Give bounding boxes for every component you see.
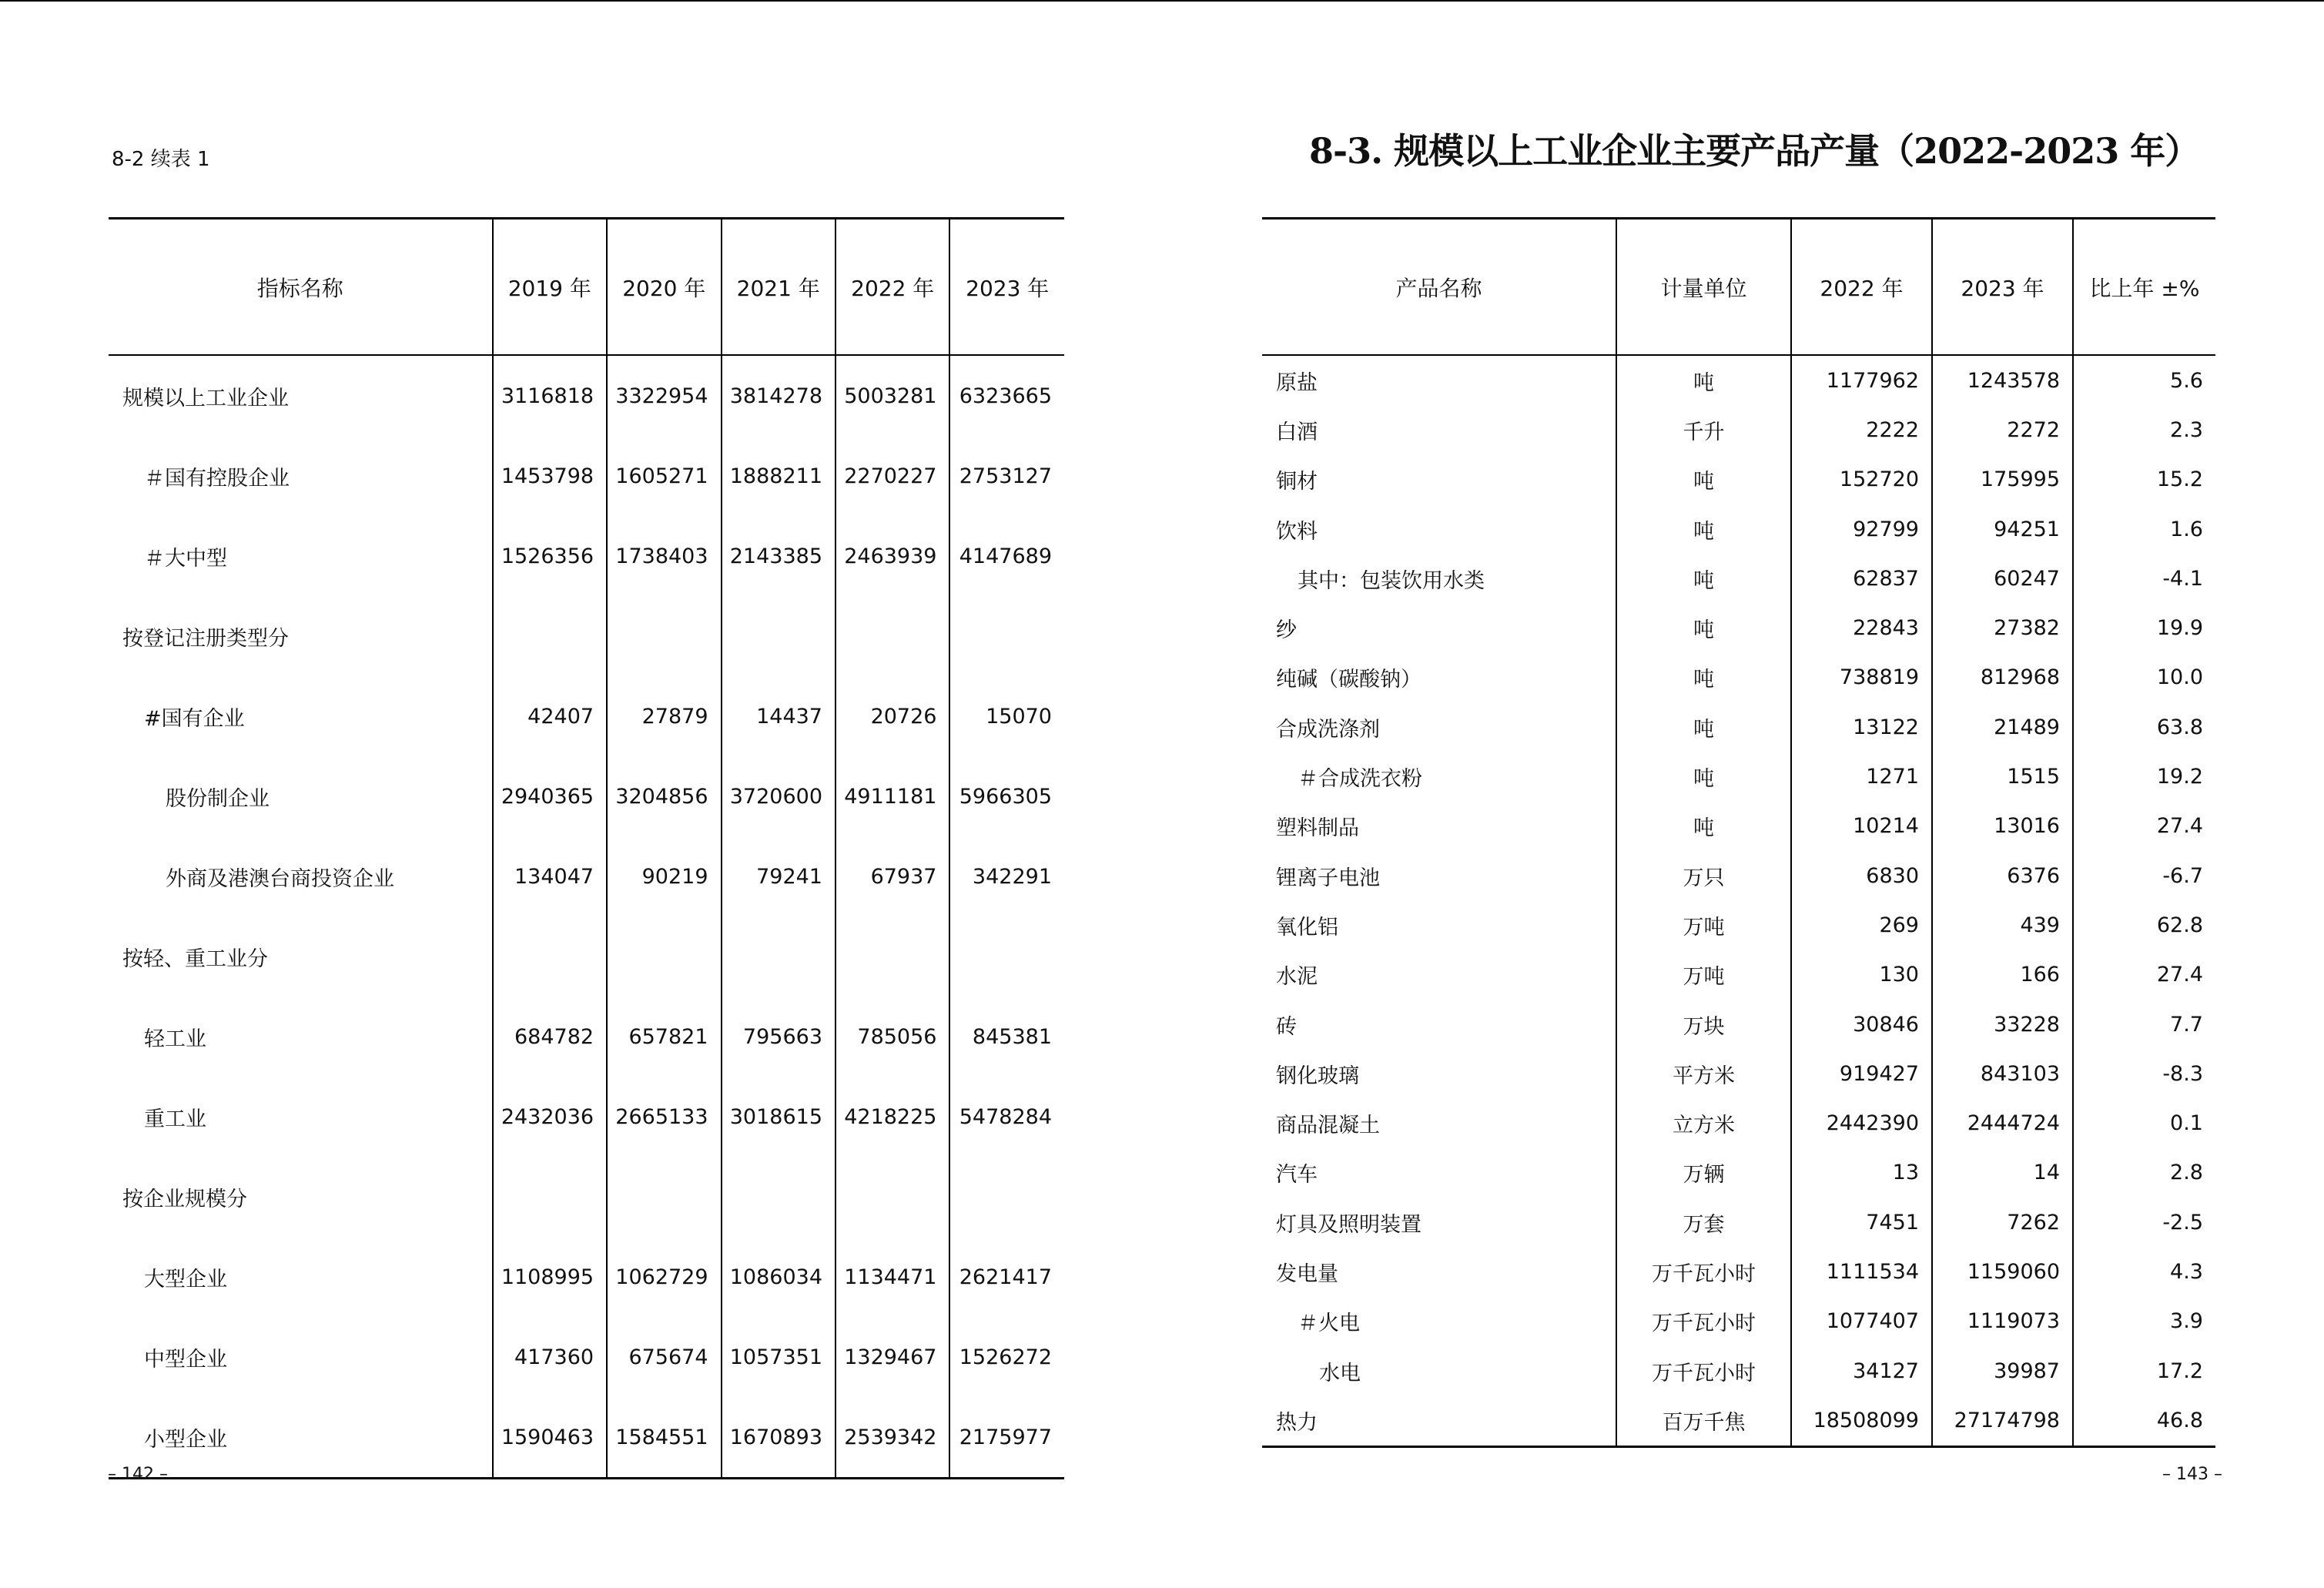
value-2023: 7262 <box>1932 1198 2073 1247</box>
change-percent: 27.4 <box>2073 950 2215 1000</box>
cell-value: 795663 <box>722 997 836 1077</box>
value-2022: 18508099 <box>1791 1395 1932 1446</box>
table-row <box>1262 1346 2215 1395</box>
cell-value: 1888211 <box>722 436 836 516</box>
cell-value: 14437 <box>722 676 836 756</box>
change-percent: 19.9 <box>2073 603 2215 652</box>
table-row <box>109 1317 1064 1397</box>
unit-cell: 千升 <box>1616 405 1791 454</box>
product-name: 水泥 <box>1276 965 1318 990</box>
unit-cell: 百万千焦 <box>1616 1395 1791 1446</box>
cell-value: 134047 <box>493 836 607 916</box>
cell-value: 417360 <box>493 1317 607 1397</box>
table-row <box>109 756 1064 836</box>
change-percent: 27.4 <box>2073 802 2215 851</box>
table-row <box>109 997 1064 1077</box>
unit-cell: 吨 <box>1616 504 1791 554</box>
table-row <box>1262 950 2215 1000</box>
table-row <box>1262 851 2215 900</box>
header-2023: 2023 年 <box>1932 219 2073 356</box>
cell-value <box>493 1157 607 1237</box>
cell-value: 2270227 <box>836 436 949 516</box>
table-row <box>109 1157 1064 1237</box>
unit-cell: 吨 <box>1616 603 1791 652</box>
change-percent: 3.9 <box>2073 1297 2215 1346</box>
table-row <box>1262 1198 2215 1247</box>
change-percent: 7.7 <box>2073 1000 2215 1049</box>
unit-cell: 平方米 <box>1616 1049 1791 1098</box>
cell-value <box>722 1157 836 1237</box>
unit-cell: 万辆 <box>1616 1148 1791 1198</box>
unit-cell: 吨 <box>1616 355 1791 405</box>
cell-value: 20726 <box>836 676 949 756</box>
cell-value: 2940365 <box>493 756 607 836</box>
table-row <box>109 1397 1064 1479</box>
product-name: 其中：包装饮用水类 <box>1298 568 1485 593</box>
cell-value: 3018615 <box>722 1077 836 1157</box>
product-name: 塑料制品 <box>1276 816 1359 841</box>
value-2023: 13016 <box>1932 802 2073 851</box>
unit-cell: 吨 <box>1616 653 1791 702</box>
unit-cell: 吨 <box>1616 802 1791 851</box>
change-percent: 4.3 <box>2073 1247 2215 1296</box>
left-table-subtitle: 8-2 续表 1 <box>112 148 210 171</box>
table-row <box>1262 504 2215 554</box>
table-row <box>1262 1297 2215 1346</box>
cell-value: 42407 <box>493 676 607 756</box>
cell-value: 3204856 <box>607 756 721 836</box>
change-percent: 0.1 <box>2073 1098 2215 1147</box>
cell-value <box>493 916 607 997</box>
change-percent: 46.8 <box>2073 1395 2215 1446</box>
row-label: 中型企业 <box>144 1347 227 1372</box>
right-page-number: – 143 – <box>2162 1465 2222 1484</box>
table-row <box>1262 900 2215 950</box>
table-row <box>109 1077 1064 1157</box>
cell-value: 4911181 <box>836 756 949 836</box>
cell-value <box>607 916 721 997</box>
row-label: 小型企业 <box>144 1427 227 1452</box>
value-2023: 60247 <box>1932 554 2073 603</box>
cell-value: 4147689 <box>949 516 1064 596</box>
header-2022: 2022 年 <box>836 219 949 356</box>
cell-value: 2665133 <box>607 1077 721 1157</box>
unit-cell: 万只 <box>1616 851 1791 900</box>
row-label: ＃大中型 <box>144 546 227 571</box>
value-2023: 812968 <box>1932 653 2073 702</box>
product-name: 合成洗涤剂 <box>1276 717 1380 742</box>
cell-value: 6323665 <box>949 355 1064 436</box>
cell-value: 2143385 <box>722 516 836 596</box>
row-label: 规模以上工业企业 <box>122 386 289 410</box>
table-row <box>1262 802 2215 851</box>
row-label: 按登记注册类型分 <box>122 626 289 651</box>
value-2023: 166 <box>1932 950 2073 1000</box>
cell-value: 1062729 <box>607 1237 721 1317</box>
cell-value: 15070 <box>949 676 1064 756</box>
value-2023: 94251 <box>1932 504 2073 554</box>
left-page-number: – 142 – <box>108 1465 168 1484</box>
cell-value: 2432036 <box>493 1077 607 1157</box>
cell-value: 1329467 <box>836 1317 949 1397</box>
product-name: 热力 <box>1276 1410 1318 1435</box>
cell-value: 67937 <box>836 836 949 916</box>
value-2022: 269 <box>1791 900 1932 950</box>
value-2022: 152720 <box>1791 455 1932 504</box>
unit-cell: 万块 <box>1616 1000 1791 1049</box>
value-2022: 22843 <box>1791 603 1932 652</box>
product-name: 铜材 <box>1276 470 1318 494</box>
cell-value: 684782 <box>493 997 607 1077</box>
cell-value: 2463939 <box>836 516 949 596</box>
unit-cell: 万吨 <box>1616 950 1791 1000</box>
product-name: 钢化玻璃 <box>1276 1064 1359 1088</box>
value-2022: 62837 <box>1791 554 1932 603</box>
left-table-body <box>109 355 1064 1479</box>
table-row <box>1262 1148 2215 1198</box>
value-2023: 27382 <box>1932 603 2073 652</box>
table-row <box>109 836 1064 916</box>
table-row <box>109 436 1064 516</box>
header-2020: 2020 年 <box>607 219 721 356</box>
unit-cell: 万吨 <box>1616 900 1791 950</box>
unit-cell: 万套 <box>1616 1198 1791 1247</box>
cell-value: 342291 <box>949 836 1064 916</box>
row-label: 股份制企业 <box>166 786 270 811</box>
table-row <box>1262 603 2215 652</box>
header-2023: 2023 年 <box>949 219 1064 356</box>
cell-value <box>836 596 949 676</box>
row-label: ＃国有控股企业 <box>144 466 290 491</box>
cell-value <box>949 596 1064 676</box>
left-data-table <box>109 217 1064 1479</box>
right-data-table <box>1262 217 2215 1448</box>
table-row <box>1262 405 2215 454</box>
product-name: 商品混凝土 <box>1276 1114 1380 1138</box>
cell-value: 1584551 <box>607 1397 721 1479</box>
cell-value: 675674 <box>607 1317 721 1397</box>
change-percent: 10.0 <box>2073 653 2215 702</box>
cell-value: 1453798 <box>493 436 607 516</box>
cell-value: 1670893 <box>722 1397 836 1479</box>
change-percent: 62.8 <box>2073 900 2215 950</box>
cell-value <box>949 916 1064 997</box>
header-2021: 2021 年 <box>722 219 836 356</box>
cell-value: 657821 <box>607 997 721 1077</box>
row-label: 大型企业 <box>144 1267 227 1292</box>
change-percent: 17.2 <box>2073 1346 2215 1395</box>
unit-cell: 万千瓦小时 <box>1616 1247 1791 1296</box>
value-2023: 175995 <box>1932 455 2073 504</box>
cell-value: 1057351 <box>722 1317 836 1397</box>
cell-value: 1086034 <box>722 1237 836 1317</box>
cell-value: 3720600 <box>722 756 836 836</box>
value-2023: 1243578 <box>1932 355 2073 405</box>
product-name: 发电量 <box>1276 1261 1338 1286</box>
product-name: 砖 <box>1276 1014 1297 1039</box>
table-row <box>109 676 1064 756</box>
value-2023: 2272 <box>1932 405 2073 454</box>
product-name: 纱 <box>1276 618 1297 643</box>
cell-value: 3116818 <box>493 355 607 436</box>
row-label: 外商及港澳台商投资企业 <box>166 866 394 891</box>
table-row <box>1262 1395 2215 1446</box>
value-2022: 92799 <box>1791 504 1932 554</box>
cell-value <box>493 596 607 676</box>
product-name: 白酒 <box>1276 420 1318 444</box>
cell-value: 4218225 <box>836 1077 949 1157</box>
product-name: 水电 <box>1319 1361 1361 1385</box>
cell-value: 90219 <box>607 836 721 916</box>
unit-cell: 吨 <box>1616 455 1791 504</box>
value-2022: 1271 <box>1791 752 1932 801</box>
table-row <box>1262 752 2215 801</box>
value-2022: 919427 <box>1791 1049 1932 1098</box>
value-2022: 1111534 <box>1791 1247 1932 1296</box>
table-row <box>1262 554 2215 603</box>
left-table-header-row <box>109 219 1064 356</box>
cell-value <box>836 916 949 997</box>
product-name: 锂离子电池 <box>1276 866 1380 890</box>
table-row <box>109 516 1064 596</box>
value-2023: 2444724 <box>1932 1098 2073 1147</box>
cell-value: 2539342 <box>836 1397 949 1479</box>
value-2022: 2222 <box>1791 405 1932 454</box>
change-percent: 2.8 <box>2073 1148 2215 1198</box>
value-2023: 6376 <box>1932 851 2073 900</box>
change-percent: -4.1 <box>2073 554 2215 603</box>
cell-value: 2175977 <box>949 1397 1064 1479</box>
cell-value <box>949 1157 1064 1237</box>
cell-value: 845381 <box>949 997 1064 1077</box>
change-percent: 19.2 <box>2073 752 2215 801</box>
product-name: 原盐 <box>1276 370 1318 395</box>
table-row <box>1262 355 2215 405</box>
value-2022: 738819 <box>1791 653 1932 702</box>
cell-value <box>722 596 836 676</box>
change-percent: 1.6 <box>2073 504 2215 554</box>
cell-value: 27879 <box>607 676 721 756</box>
change-percent: 2.3 <box>2073 405 2215 454</box>
value-2022: 13 <box>1791 1148 1932 1198</box>
value-2022: 1177962 <box>1791 355 1932 405</box>
value-2022: 34127 <box>1791 1346 1932 1395</box>
cell-value: 1605271 <box>607 436 721 516</box>
header-change-percent: 比上年 ±% <box>2073 219 2215 356</box>
change-percent: -8.3 <box>2073 1049 2215 1098</box>
cell-value <box>607 1157 721 1237</box>
change-percent: 5.6 <box>2073 355 2215 405</box>
value-2022: 130 <box>1791 950 1932 1000</box>
cell-value: 1526272 <box>949 1317 1064 1397</box>
table-row <box>1262 653 2215 702</box>
change-percent: 15.2 <box>2073 455 2215 504</box>
row-label: 按轻、重工业分 <box>122 946 268 971</box>
cell-value: 1108995 <box>493 1237 607 1317</box>
product-name: ＃合成洗衣粉 <box>1298 767 1422 792</box>
change-percent: -6.7 <box>2073 851 2215 900</box>
table-row <box>109 1237 1064 1317</box>
change-percent: -2.5 <box>2073 1198 2215 1247</box>
value-2023: 39987 <box>1932 1346 2073 1395</box>
value-2023: 843103 <box>1932 1049 2073 1098</box>
cell-value: 1134471 <box>836 1237 949 1317</box>
unit-cell: 吨 <box>1616 702 1791 752</box>
header-2022: 2022 年 <box>1791 219 1932 356</box>
value-2022: 7451 <box>1791 1198 1932 1247</box>
cell-value: 1738403 <box>607 516 721 596</box>
cell-value: 79241 <box>722 836 836 916</box>
cell-value: 5478284 <box>949 1077 1064 1157</box>
table-row <box>1262 1247 2215 1296</box>
cell-value: 5003281 <box>836 355 949 436</box>
product-name: ＃火电 <box>1298 1312 1360 1336</box>
header-unit: 计量单位 <box>1616 219 1791 356</box>
table-row <box>1262 455 2215 504</box>
header-2019: 2019 年 <box>493 219 607 356</box>
value-2023: 1159060 <box>1932 1247 2073 1296</box>
table-row <box>109 596 1064 676</box>
cell-value: 1590463 <box>493 1397 607 1479</box>
unit-cell: 万千瓦小时 <box>1616 1346 1791 1395</box>
value-2022: 30846 <box>1791 1000 1932 1049</box>
row-label: 按企业规模分 <box>122 1187 247 1211</box>
value-2023: 14 <box>1932 1148 2073 1198</box>
cell-value <box>722 916 836 997</box>
value-2022: 1077407 <box>1791 1297 1932 1346</box>
table-row <box>109 916 1064 997</box>
value-2022: 13122 <box>1791 702 1932 752</box>
value-2023: 27174798 <box>1932 1395 2073 1446</box>
table-row <box>109 355 1064 436</box>
row-label: #国有企业 <box>144 706 245 731</box>
cell-value: 785056 <box>836 997 949 1077</box>
row-label: 轻工业 <box>144 1027 206 1051</box>
change-percent: 63.8 <box>2073 702 2215 752</box>
table-row <box>1262 1049 2215 1098</box>
value-2023: 21489 <box>1932 702 2073 752</box>
cell-value: 2621417 <box>949 1237 1064 1317</box>
product-name: 饮料 <box>1276 519 1318 544</box>
right-table-body <box>1262 355 2215 1446</box>
value-2022: 2442390 <box>1791 1098 1932 1147</box>
table-row <box>1262 702 2215 752</box>
product-name: 纯碱（碳酸钠） <box>1276 668 1422 692</box>
header-indicator-name: 指标名称 <box>109 219 493 356</box>
value-2022: 10214 <box>1791 802 1932 851</box>
cell-value: 2753127 <box>949 436 1064 516</box>
table-row <box>1262 1098 2215 1147</box>
unit-cell: 吨 <box>1616 554 1791 603</box>
cell-value: 3322954 <box>607 355 721 436</box>
cell-value: 5966305 <box>949 756 1064 836</box>
value-2023: 1515 <box>1932 752 2073 801</box>
table-row <box>1262 1000 2215 1049</box>
value-2023: 33228 <box>1932 1000 2073 1049</box>
right-table-header-row <box>1262 219 2215 356</box>
cell-value <box>836 1157 949 1237</box>
right-table-title: 8-3. 规模以上工业企业主要产品产量（2022-2023 年） <box>1309 130 2200 172</box>
product-name: 灯具及照明装置 <box>1276 1212 1422 1237</box>
cell-value: 3814278 <box>722 355 836 436</box>
row-label: 重工业 <box>144 1107 206 1131</box>
header-product-name: 产品名称 <box>1262 219 1616 356</box>
unit-cell: 立方米 <box>1616 1098 1791 1147</box>
unit-cell: 万千瓦小时 <box>1616 1297 1791 1346</box>
product-name: 氧化铝 <box>1276 915 1338 940</box>
value-2022: 6830 <box>1791 851 1932 900</box>
value-2023: 439 <box>1932 900 2073 950</box>
cell-value: 1526356 <box>493 516 607 596</box>
cell-value <box>607 596 721 676</box>
value-2023: 1119073 <box>1932 1297 2073 1346</box>
product-name: 汽车 <box>1276 1163 1318 1188</box>
unit-cell: 吨 <box>1616 752 1791 801</box>
